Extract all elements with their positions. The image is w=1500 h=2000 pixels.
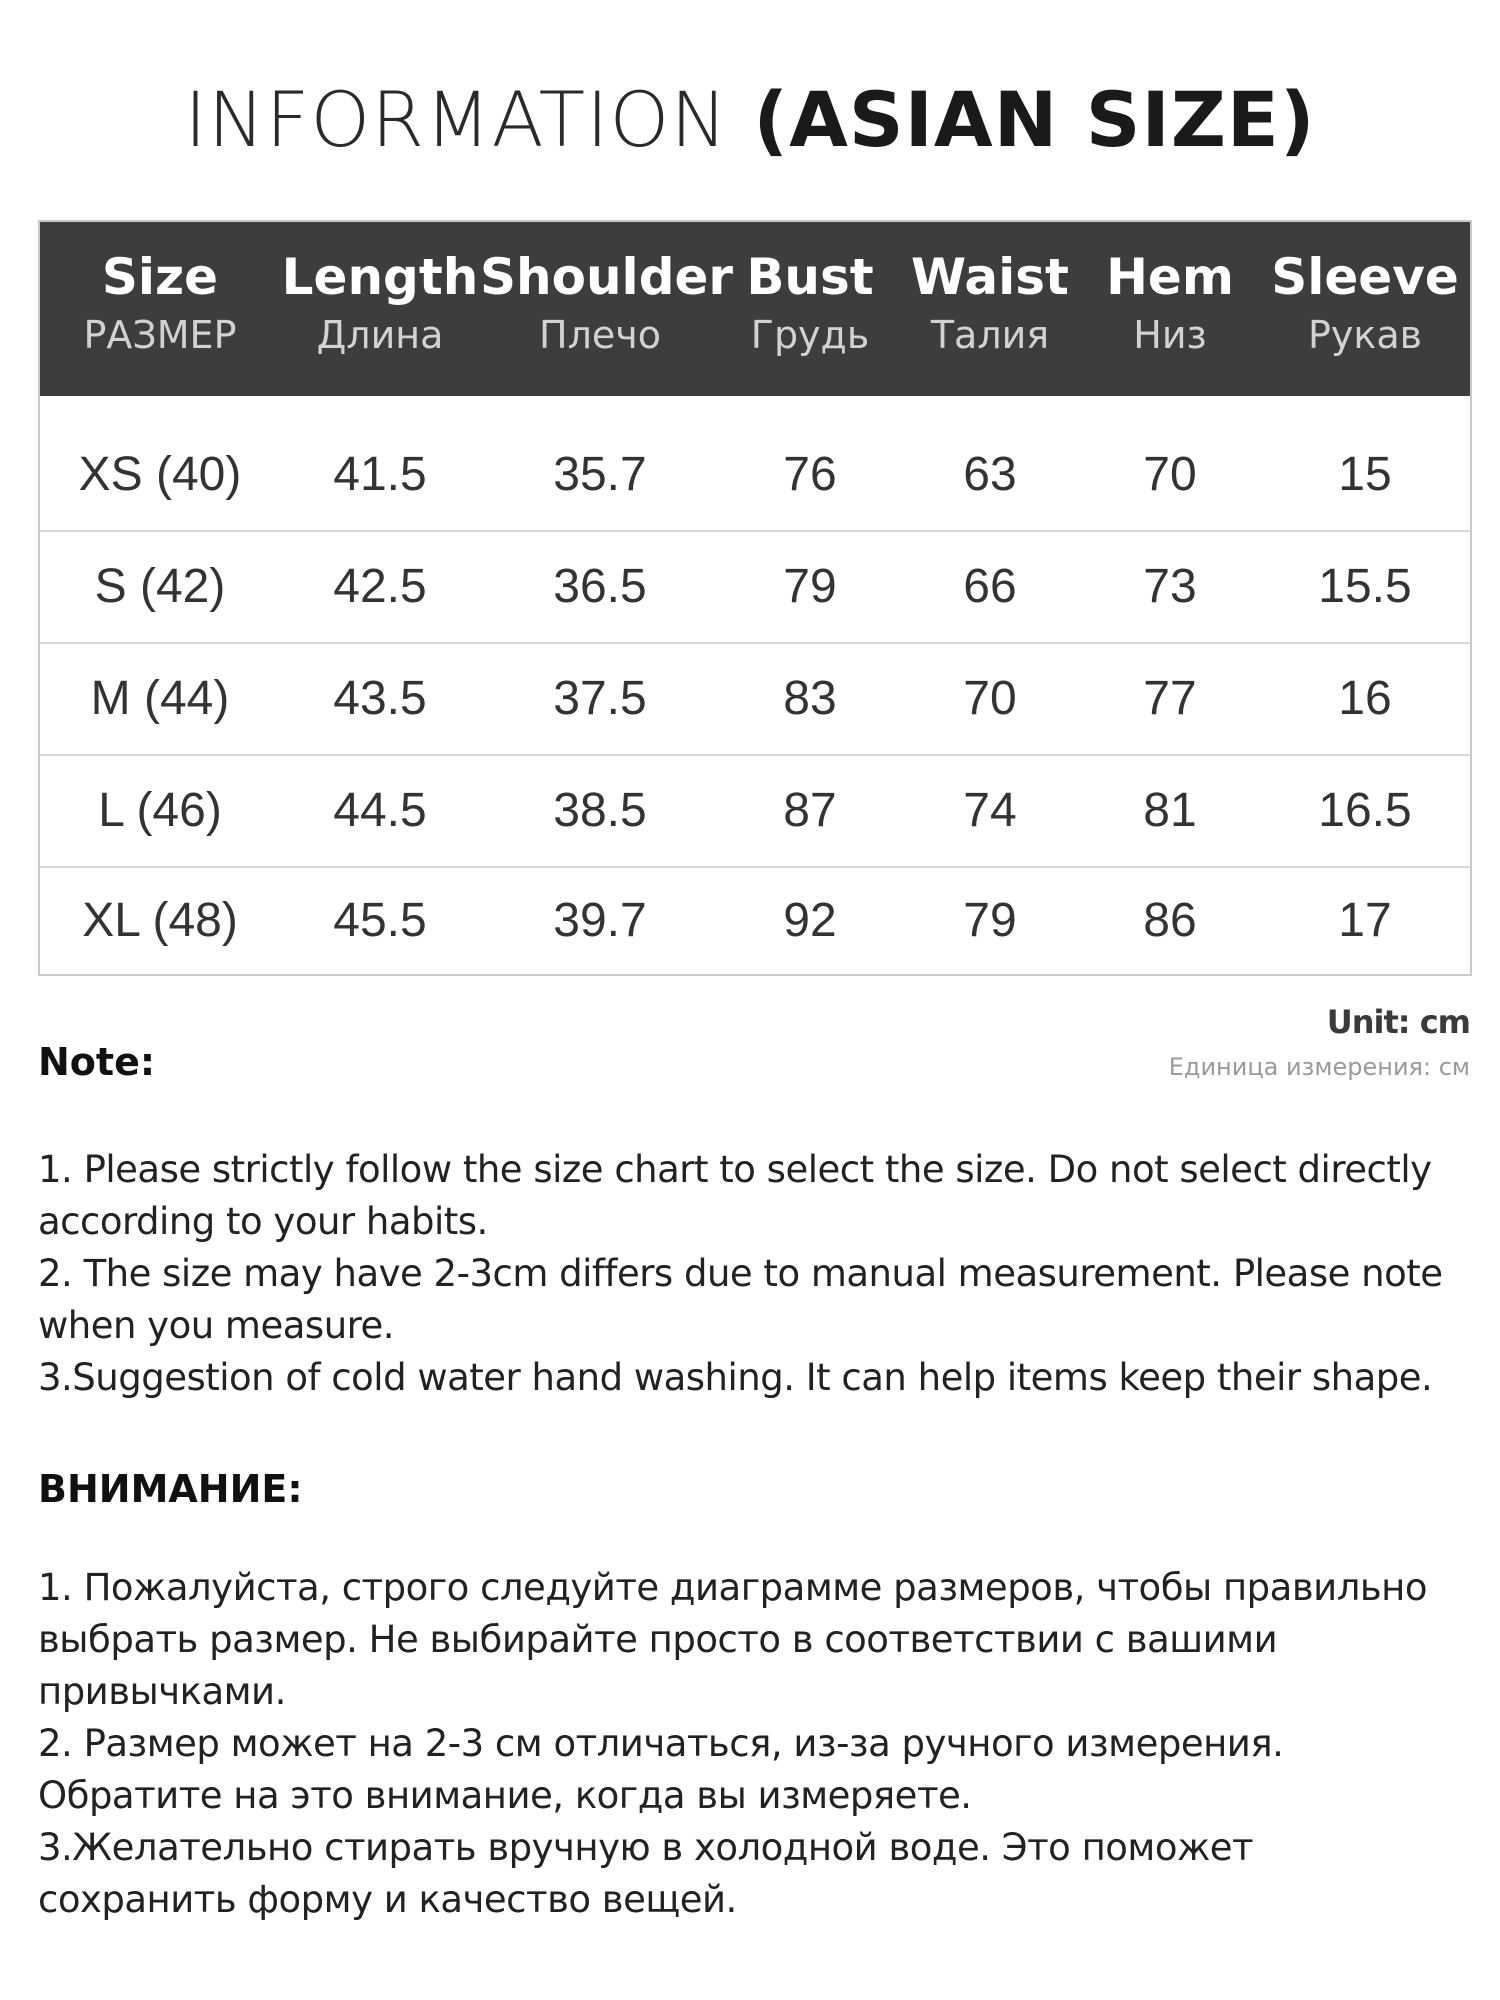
note-item: 3.Suggestion of cold water hand washing. It can help items keep their shape. xyxy=(38,1356,1433,1399)
attention-item: 2. Размер может на 2-3 см отличаться, из-за ручного измерения. Обратите на это внимание, когда вы измеряете. xyxy=(38,1722,1284,1817)
header-sublabel: РАЗМЕР xyxy=(83,313,237,357)
cell-hem: 73 xyxy=(1143,560,1197,613)
attention-item: 1. Пожалуйста, строго следуйте диаграмме размеров, чтобы правильно выбрать размер. Не выбирайте просто в соответствии с вашими привычками. xyxy=(38,1566,1427,1713)
cell-shoulder: 36.5 xyxy=(553,560,647,613)
cell-waist: 79 xyxy=(963,894,1017,947)
header-label: Shoulder xyxy=(480,248,734,306)
page-title xyxy=(0,72,1500,168)
cell-sleeve: 15.5 xyxy=(1318,560,1412,613)
cell-sleeve: 17 xyxy=(1338,894,1392,947)
attention-item: 3.Желательно стирать вручную в холодной воде. Это поможет сохранить форму и качество вещей. xyxy=(38,1826,1254,1921)
header-sublabel: Длина xyxy=(316,313,444,357)
header-sublabel: Талия xyxy=(930,313,1050,357)
table-row xyxy=(40,532,1470,644)
cell-size: XS (40) xyxy=(78,448,242,501)
cell-length: 42.5 xyxy=(333,560,427,613)
cell-size: XL (48) xyxy=(82,894,238,947)
cell-bust: 79 xyxy=(783,560,837,613)
header-label: Sleeve xyxy=(1271,248,1459,306)
cell-size: S (42) xyxy=(94,560,226,613)
cell-sleeve: 16.5 xyxy=(1318,784,1412,837)
header-sublabel: Низ xyxy=(1133,313,1207,357)
header-label: Length xyxy=(281,248,479,306)
header-shoulder xyxy=(480,222,734,396)
cell-length: 43.5 xyxy=(333,672,427,725)
title-light: INFORMATION xyxy=(184,75,729,164)
header-length xyxy=(280,222,480,396)
cell-length: 45.5 xyxy=(333,894,427,947)
cell-size: M (44) xyxy=(90,672,230,725)
table-header xyxy=(40,222,1470,396)
header-sleeve xyxy=(1260,222,1470,396)
cell-sleeve: 16 xyxy=(1338,672,1392,725)
cell-waist: 63 xyxy=(963,448,1017,501)
size-table xyxy=(38,220,1472,976)
cell-hem: 70 xyxy=(1143,448,1197,501)
cell-hem: 77 xyxy=(1143,672,1197,725)
cell-shoulder: 37.5 xyxy=(553,672,647,725)
header-sublabel: Грудь xyxy=(750,313,870,357)
table-row xyxy=(40,756,1470,868)
cell-waist: 74 xyxy=(963,784,1017,837)
cell-bust: 76 xyxy=(783,448,837,501)
cell-shoulder: 38.5 xyxy=(553,784,647,837)
header-sublabel: Плечо xyxy=(539,313,661,357)
cell-length: 44.5 xyxy=(333,784,427,837)
cell-hem: 81 xyxy=(1143,784,1197,837)
header-bust xyxy=(720,222,900,396)
unit-label: Unit: cm xyxy=(1326,1003,1470,1041)
cell-bust: 92 xyxy=(783,894,837,947)
cell-hem: 86 xyxy=(1143,894,1197,947)
header-label: Bust xyxy=(746,248,874,306)
cell-sleeve: 15 xyxy=(1338,448,1392,501)
table-row xyxy=(40,644,1470,756)
cell-shoulder: 35.7 xyxy=(553,448,647,501)
unit-label-ru: Единица измерения: см xyxy=(1168,1053,1470,1081)
note-heading: Note: xyxy=(38,1040,156,1084)
table-row xyxy=(40,866,1470,976)
header-waist xyxy=(900,222,1080,396)
note-item: 2. The size may have 2-3cm differs due to manual measurement. Please note when you measure. xyxy=(38,1252,1443,1347)
header-size xyxy=(40,222,280,396)
cell-size: L (46) xyxy=(98,784,222,837)
cell-bust: 87 xyxy=(783,784,837,837)
note-item: 1. Please strictly follow the size chart to select the size. Do not select directly according to your habits. xyxy=(38,1148,1432,1243)
header-label: Size xyxy=(101,248,219,306)
cell-bust: 83 xyxy=(783,672,837,725)
note-list xyxy=(38,1144,1458,1404)
attention-list xyxy=(38,1562,1458,1926)
attention-heading: ВНИМАНИЕ: xyxy=(38,1467,303,1511)
header-label: Waist xyxy=(911,248,1069,306)
title-bold: (ASIAN SIZE) xyxy=(753,75,1316,164)
cell-waist: 66 xyxy=(963,560,1017,613)
header-label: Hem xyxy=(1106,248,1234,306)
header-hem xyxy=(1080,222,1260,396)
table-row xyxy=(40,420,1470,532)
header-sublabel: Рукав xyxy=(1307,313,1423,357)
cell-waist: 70 xyxy=(963,672,1017,725)
cell-shoulder: 39.7 xyxy=(553,894,647,947)
cell-length: 41.5 xyxy=(333,448,427,501)
